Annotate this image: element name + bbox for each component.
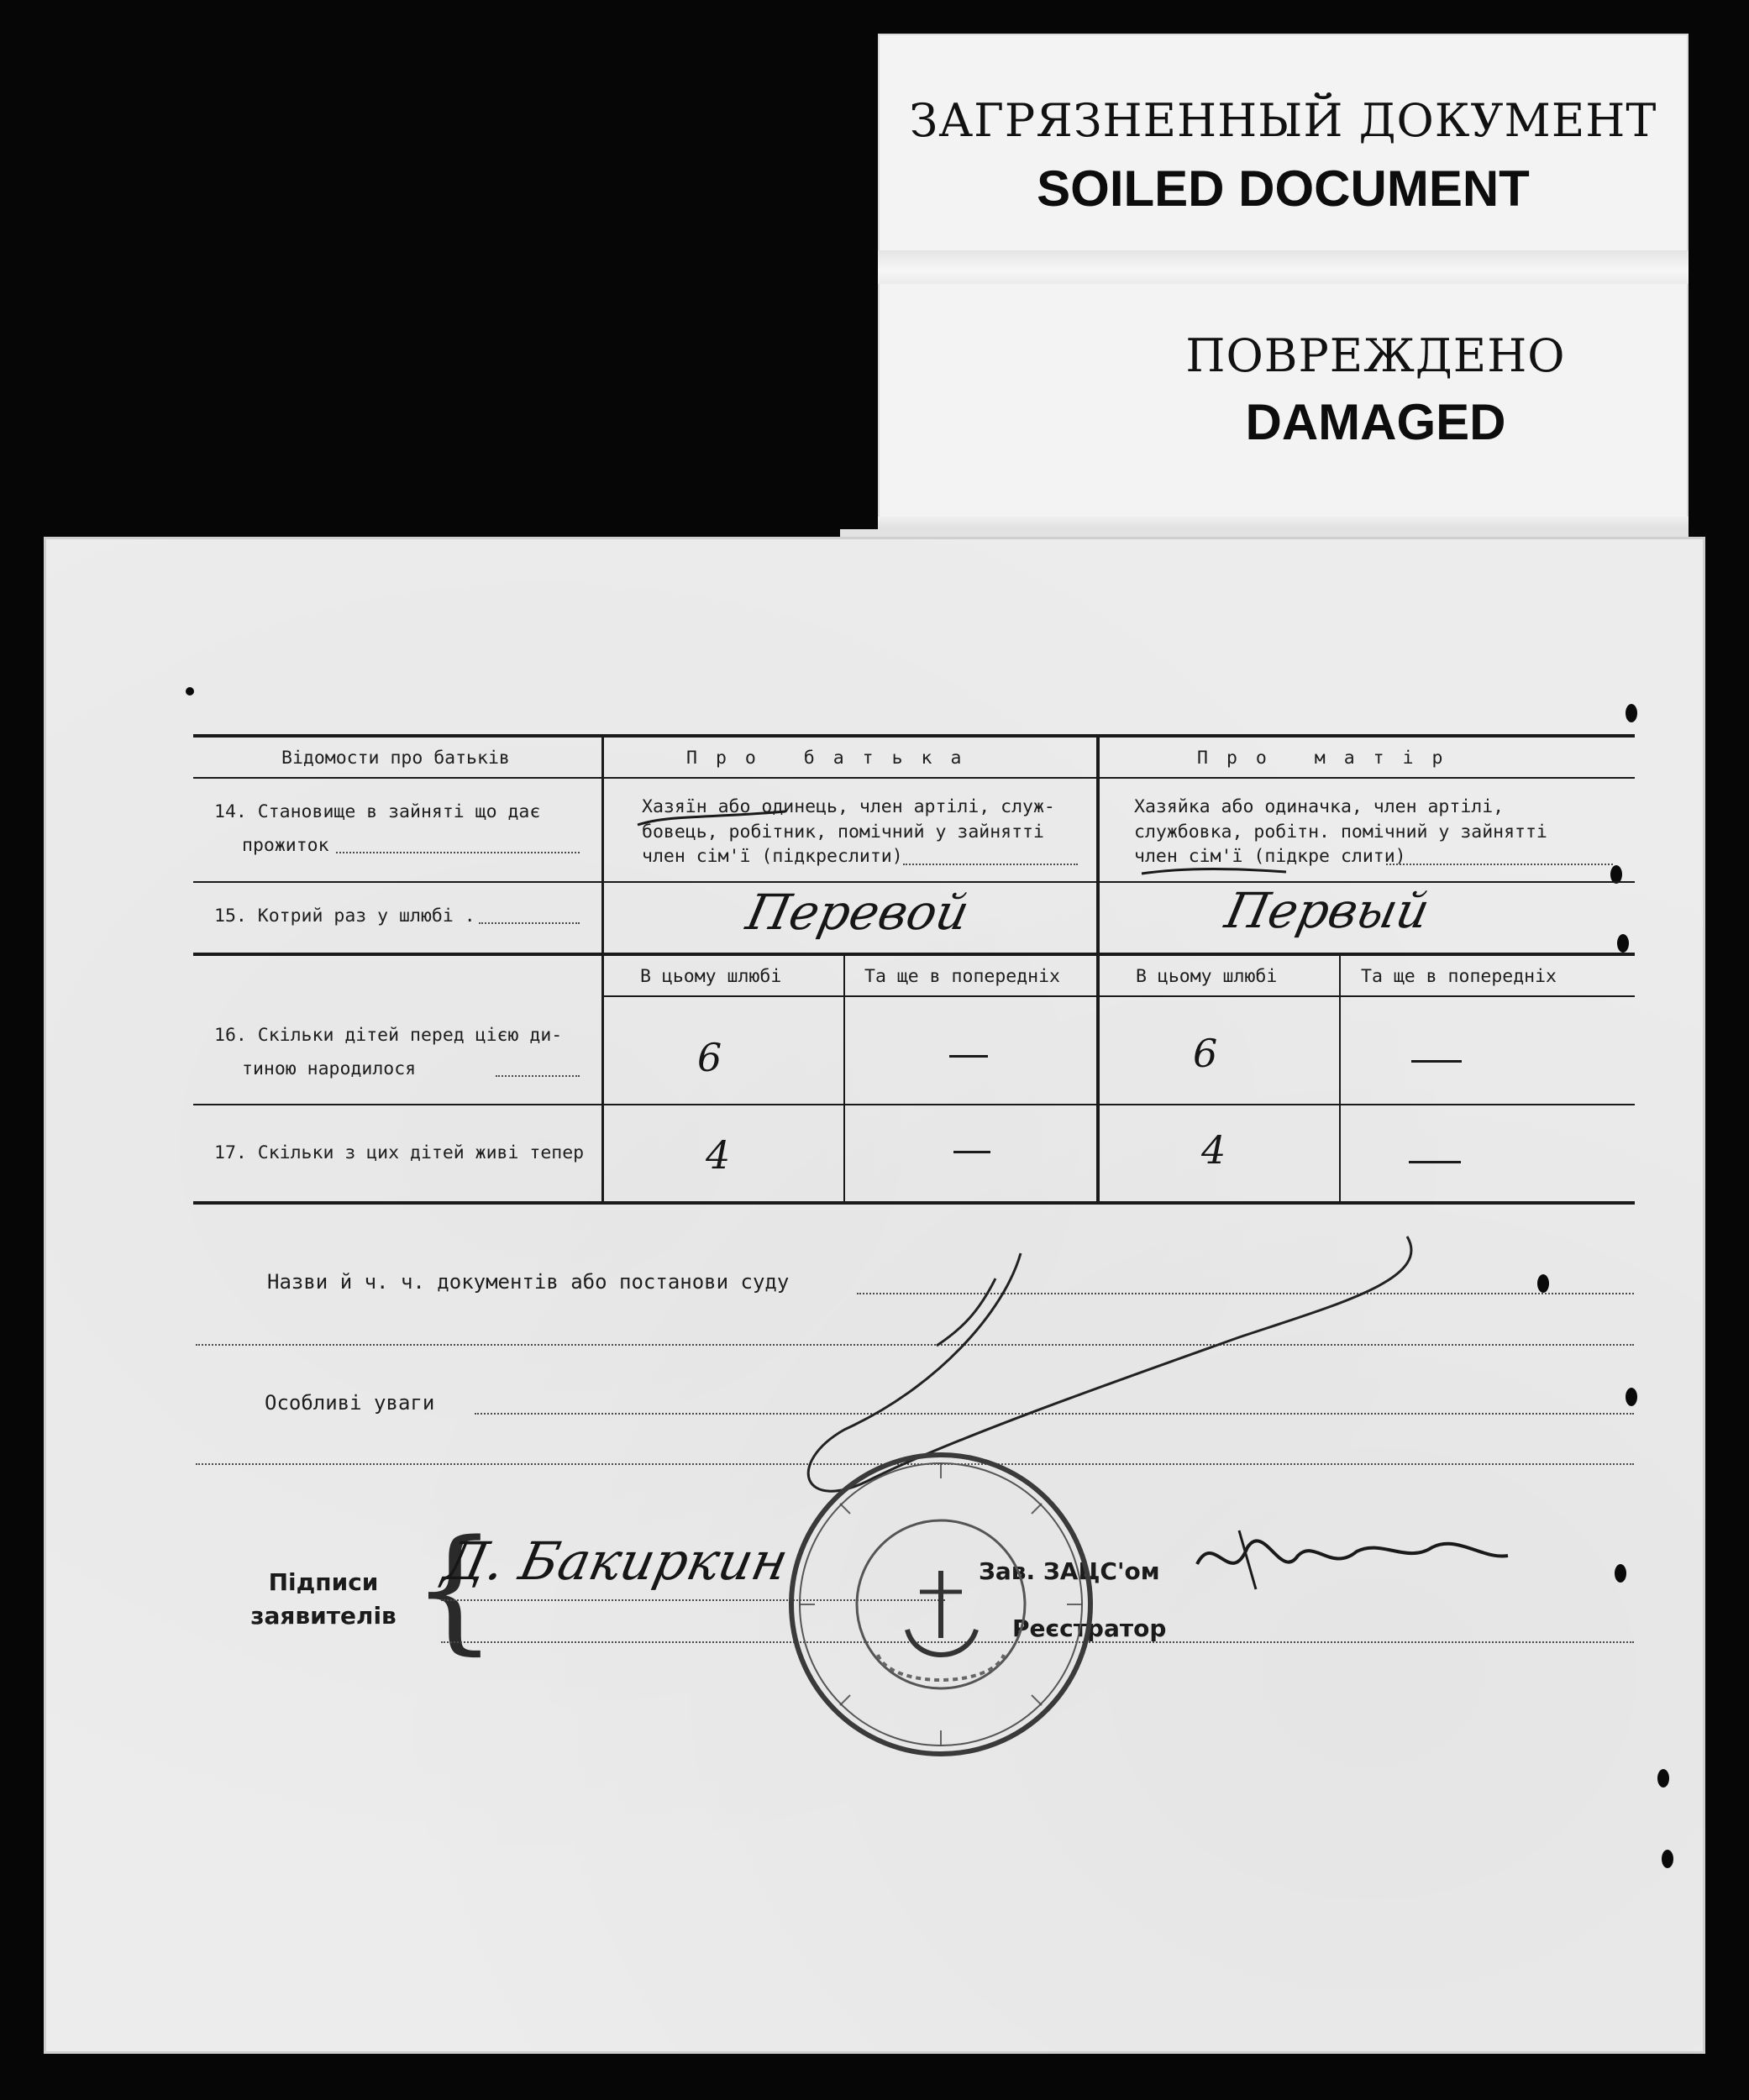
documents-label: Назви й ч. ч. документів або постанови суду: [267, 1270, 790, 1294]
row14-leader-dots: [336, 852, 580, 853]
label-damaged-ru: ПОВРЕЖДЕНО: [1185, 329, 1566, 382]
row16-father-prev-dash: [949, 1055, 988, 1058]
row15-father-value: Перевой: [741, 884, 974, 941]
row17-father-prev-dash: [953, 1151, 990, 1153]
row16-mother-this: 6: [1193, 1031, 1218, 1076]
label-damaged-en: DAMAGED: [1245, 394, 1506, 450]
signatures-brace: {: [412, 1510, 497, 1667]
handwritten-underline: [634, 806, 794, 832]
ink-spot: [186, 687, 194, 696]
row14-father-dots: [903, 864, 1078, 865]
soiled-document-label: [878, 34, 1689, 536]
label-soiled-ru: ЗАГРЯЗНЕННЫЙ ДОКУМЕНТ: [909, 94, 1657, 147]
row16-mother-prev-dash: [1411, 1060, 1462, 1063]
col-divider-1: [601, 738, 604, 1203]
row16-leader-dots: [496, 1075, 580, 1077]
subheader-rule: [602, 995, 1635, 997]
row16-label-1: 16. Скільки дітей перед цією ди-: [214, 1025, 563, 1046]
official-round-stamp: [781, 1445, 1100, 1764]
row16-label-2: тиною народилося: [242, 1058, 417, 1079]
header-about-father: Про батька: [686, 748, 980, 769]
registrar-label: Реєстратор: [1012, 1614, 1167, 1642]
row14-label-1: 14. Становище в зайняті що дає: [214, 801, 541, 822]
official-signature: [1189, 1514, 1525, 1606]
table-top-rule: [193, 734, 1635, 738]
signatures-label-2: заявителів: [250, 1602, 397, 1630]
label-soiled-en: SOILED DOCUMENT: [1037, 160, 1530, 217]
form-sheet: [46, 539, 1703, 2051]
subheader-mother-prev: Та ще в попередніх: [1361, 966, 1557, 987]
table-bottom-rule: [193, 1201, 1635, 1205]
row14-mother-3: член сім'ї (підкре слити): [1134, 846, 1406, 867]
row17-father-this: 4: [706, 1132, 731, 1178]
col-divider-mother: [1339, 955, 1341, 1203]
remarks-label: Особливі уваги: [265, 1391, 435, 1415]
punch-hole: [1657, 1769, 1669, 1788]
row14-mother-2: службовка, робітн. помічний у зайнятті: [1134, 822, 1547, 843]
punch-hole: [1626, 704, 1637, 722]
punch-hole: [1537, 1274, 1549, 1293]
col-divider-father: [843, 955, 845, 1203]
row14-father-2: бовець, робітник, помічний у зайнятті: [642, 822, 1044, 843]
row16-rule: [193, 1104, 1635, 1105]
head-label: Зав. ЗАЦС'ом: [979, 1557, 1160, 1585]
punch-hole: [1626, 1388, 1637, 1406]
row14-mother-1: Хазяйка або одиначка, член артілі,: [1134, 796, 1505, 817]
row14-father-3: член сім'ї (підкреслити): [642, 846, 903, 867]
punch-hole: [1615, 1564, 1626, 1583]
punch-hole: [1662, 1850, 1673, 1868]
row15-mother-value: Первый: [1220, 882, 1435, 939]
handwritten-underline: [1138, 864, 1289, 880]
header-parents-info: Відомости про батьків: [281, 748, 510, 769]
header-about-mother: Про матір: [1197, 748, 1462, 769]
row17-label: 17. Скільки з цих дітей живі тепер: [214, 1142, 585, 1163]
subheader-father-prev: Та ще в попередніх: [864, 966, 1060, 987]
applicant-signature: Д. Бакиркин: [439, 1530, 794, 1592]
subheader-mother-this: В цьому шлюбі: [1136, 966, 1278, 987]
row16-father-this: 6: [697, 1035, 722, 1080]
row17-mother-prev-dash: [1409, 1161, 1461, 1163]
header-rule: [193, 777, 1635, 779]
row15-rule: [193, 953, 1635, 956]
signatures-label-1: Підписи: [268, 1568, 379, 1596]
row17-mother-this: 4: [1201, 1127, 1226, 1173]
row15-leader-dots: [479, 922, 580, 924]
row14-mother-dots: [1386, 864, 1613, 865]
row14-father-1: Хазяїн або одинець, член артілі, служ-: [642, 796, 1055, 817]
row15-label: 15. Котрий раз у шлюбі .: [214, 906, 475, 927]
row14-label-2: прожиток: [242, 835, 329, 856]
punch-hole: [1617, 934, 1629, 953]
label-fold: [878, 250, 1689, 284]
subheader-father-this: В цьому шлюбі: [640, 966, 782, 987]
col-divider-2: [1096, 738, 1100, 1203]
